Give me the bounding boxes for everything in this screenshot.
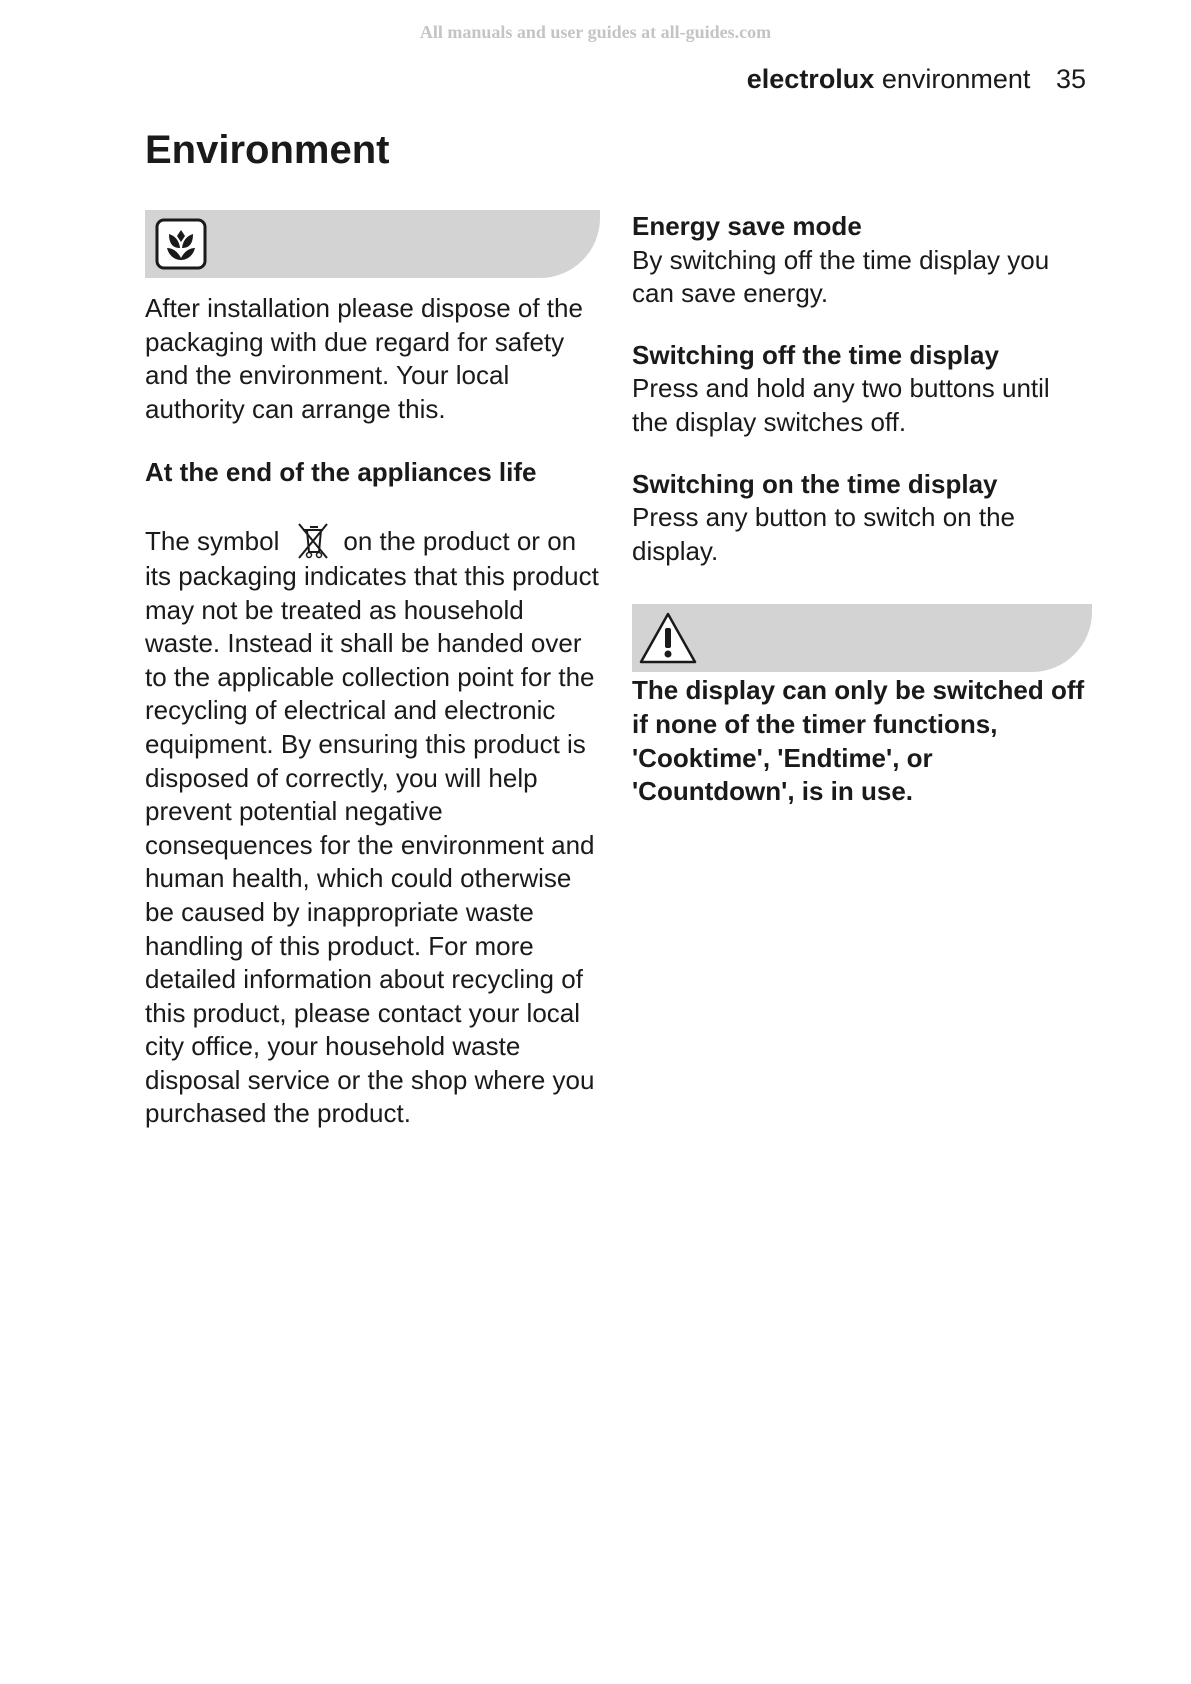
crossed-out-wheelie-bin-icon (293, 520, 333, 560)
end-of-life-heading: At the end of the appliances life (145, 457, 537, 488)
watermark: All manuals and user guides at all-guides.com (419, 22, 772, 42)
left-column (145, 210, 600, 1131)
warning-text: The display can only be switched off if none of the timer functions, 'Cooktime', 'Endtime', or 'Countdown', is in use. (632, 675, 1085, 807)
environment-flower-icon (155, 218, 207, 270)
right-column (632, 210, 1092, 809)
switch-off-text: Press and hold any two buttons until the display switches off. (632, 373, 1050, 437)
warning-triangle-icon (638, 610, 698, 666)
running-header (747, 64, 1086, 95)
symbol-text-after: on the product or on its packaging indicates that this product may not be treated as household waste. Instead it shall be handed over to the applicable collection point for the recycling of electrical and electronic equipment. By ensuring this product is disposed of correctly, you will help prevent potential negative consequences for the environment and human health, which could otherwise be caused by inappropriate waste handling of this product. For more detailed information about recycling of this product, please contact your local city office, your household waste disposal service or the shop where you purchased the product. (145, 525, 599, 1129)
header-brand: electrolux (746, 64, 875, 94)
page-number: 35 (1055, 64, 1086, 94)
disposal-intro: After installation please dispose of the packaging with due regard for safety and the environment. Your local authority can arrange this. (145, 293, 583, 424)
energy-save-text: By switching off the time display you can save energy. (632, 244, 1050, 309)
weee-paragraph (145, 520, 600, 1131)
switch-on-heading: Switching on the time display (632, 468, 998, 499)
switch-off-heading: Switching off the time display (632, 339, 999, 370)
environment-banner (145, 210, 600, 278)
switch-on-text: Press any button to switch on the display. (632, 502, 1015, 566)
symbol-text-before: The symbol (145, 525, 280, 556)
warning-banner (632, 604, 1092, 672)
page-title: Environment (145, 128, 390, 172)
header-section: environment (881, 64, 1031, 94)
energy-save-heading: Energy save mode (632, 211, 862, 241)
